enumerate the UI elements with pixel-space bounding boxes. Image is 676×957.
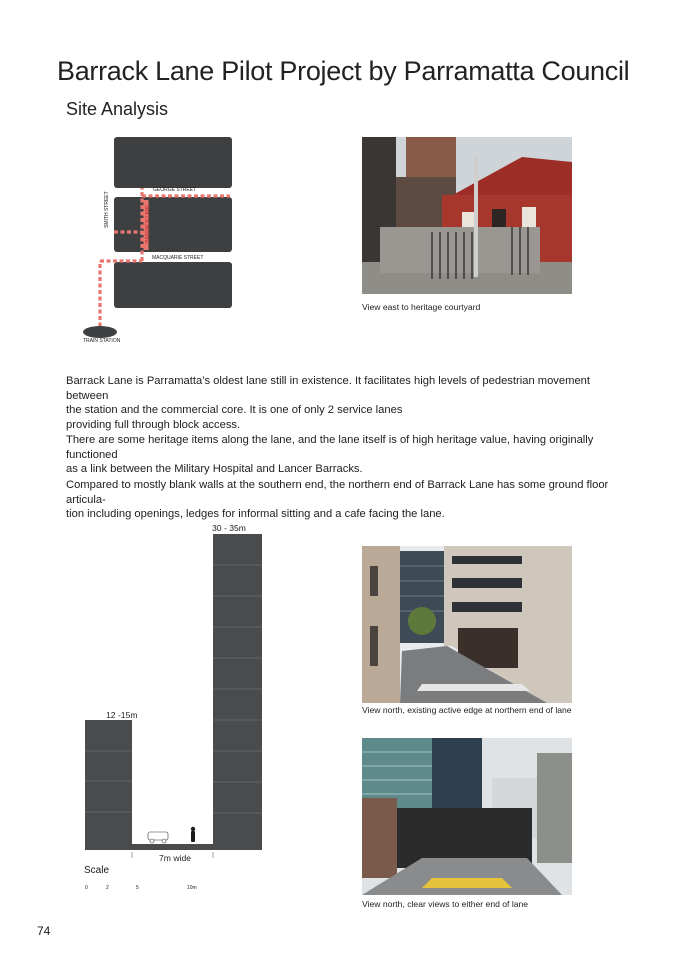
- map-block-north: [114, 137, 232, 188]
- scale-tick-2: 2: [106, 885, 109, 891]
- scale-tick-5: 5: [136, 885, 139, 891]
- map-block-middle: [114, 197, 232, 252]
- train-station-marker: [83, 326, 117, 338]
- paragraph-line: Barrack Lane is Parramatta’s oldest lane still in existence. It facilitates high levels of pedestrian movement between: [66, 375, 590, 402]
- scale-tick-0: 0: [85, 885, 88, 891]
- scale-tick-10: 10m: [187, 885, 197, 891]
- active-edge-caption: View north, existing active edge at northern end of lane: [362, 705, 572, 715]
- low-height-label: 12 -15m: [106, 710, 138, 720]
- map-block-south: [114, 262, 232, 308]
- paragraph-line: providing full through block access.: [66, 418, 241, 431]
- paragraph-line: There are some heritage items along the lane, and the lane itself is of high heritage value, having originally functioned: [66, 434, 594, 461]
- paragraph-heritage: [66, 433, 611, 477]
- lane-section-diagram: [80, 528, 270, 858]
- paragraph-line: the station and the commercial core. It is one of only 2 service lanes: [66, 404, 403, 417]
- tall-building: [213, 534, 262, 848]
- clear-views-photo: [362, 738, 572, 895]
- page-number: 74: [37, 924, 51, 938]
- smith-street-label: SMITH STREET: [104, 191, 110, 228]
- person-icon: [191, 827, 195, 842]
- site-map: [80, 130, 240, 350]
- scale-title: Scale: [84, 865, 110, 876]
- paragraph-articulation: [66, 478, 611, 522]
- page-title: Barrack Lane Pilot Project by Parramatta Council: [57, 56, 630, 86]
- paragraph-line: Compared to mostly blank walls at the southern end, the northern end of Barrack Lane has some ground floor articula-: [66, 479, 609, 506]
- courtyard-photo: [362, 137, 572, 294]
- car-icon: [148, 832, 168, 843]
- lane-ground: [85, 844, 262, 850]
- section-subtitle: Site Analysis: [66, 99, 169, 119]
- paragraph-line: tion including openings, ledges for informal sitting and a cafe facing the lane.: [66, 508, 445, 521]
- paragraph-line: as a link between the Military Hospital and Lancer Barracks.: [66, 463, 363, 476]
- courtyard-caption: View east to heritage courtyard: [362, 302, 481, 312]
- active-edge-photo: [362, 546, 572, 703]
- george-street-label: GEORGE STREET: [153, 187, 197, 193]
- clear-views-caption: View north, clear views to either end of lane: [362, 899, 529, 909]
- train-station-label: TRAIN STATION: [83, 338, 121, 344]
- barrack-lane-label: BARRACK LANE: [145, 204, 151, 243]
- lane-width-label: 7m wide: [159, 853, 191, 863]
- low-building: [85, 720, 132, 848]
- paragraph-intro: [66, 374, 611, 432]
- tall-height-label: 30 - 35m: [212, 523, 246, 533]
- macquarie-street-label: MACQUARIE STREET: [152, 255, 204, 261]
